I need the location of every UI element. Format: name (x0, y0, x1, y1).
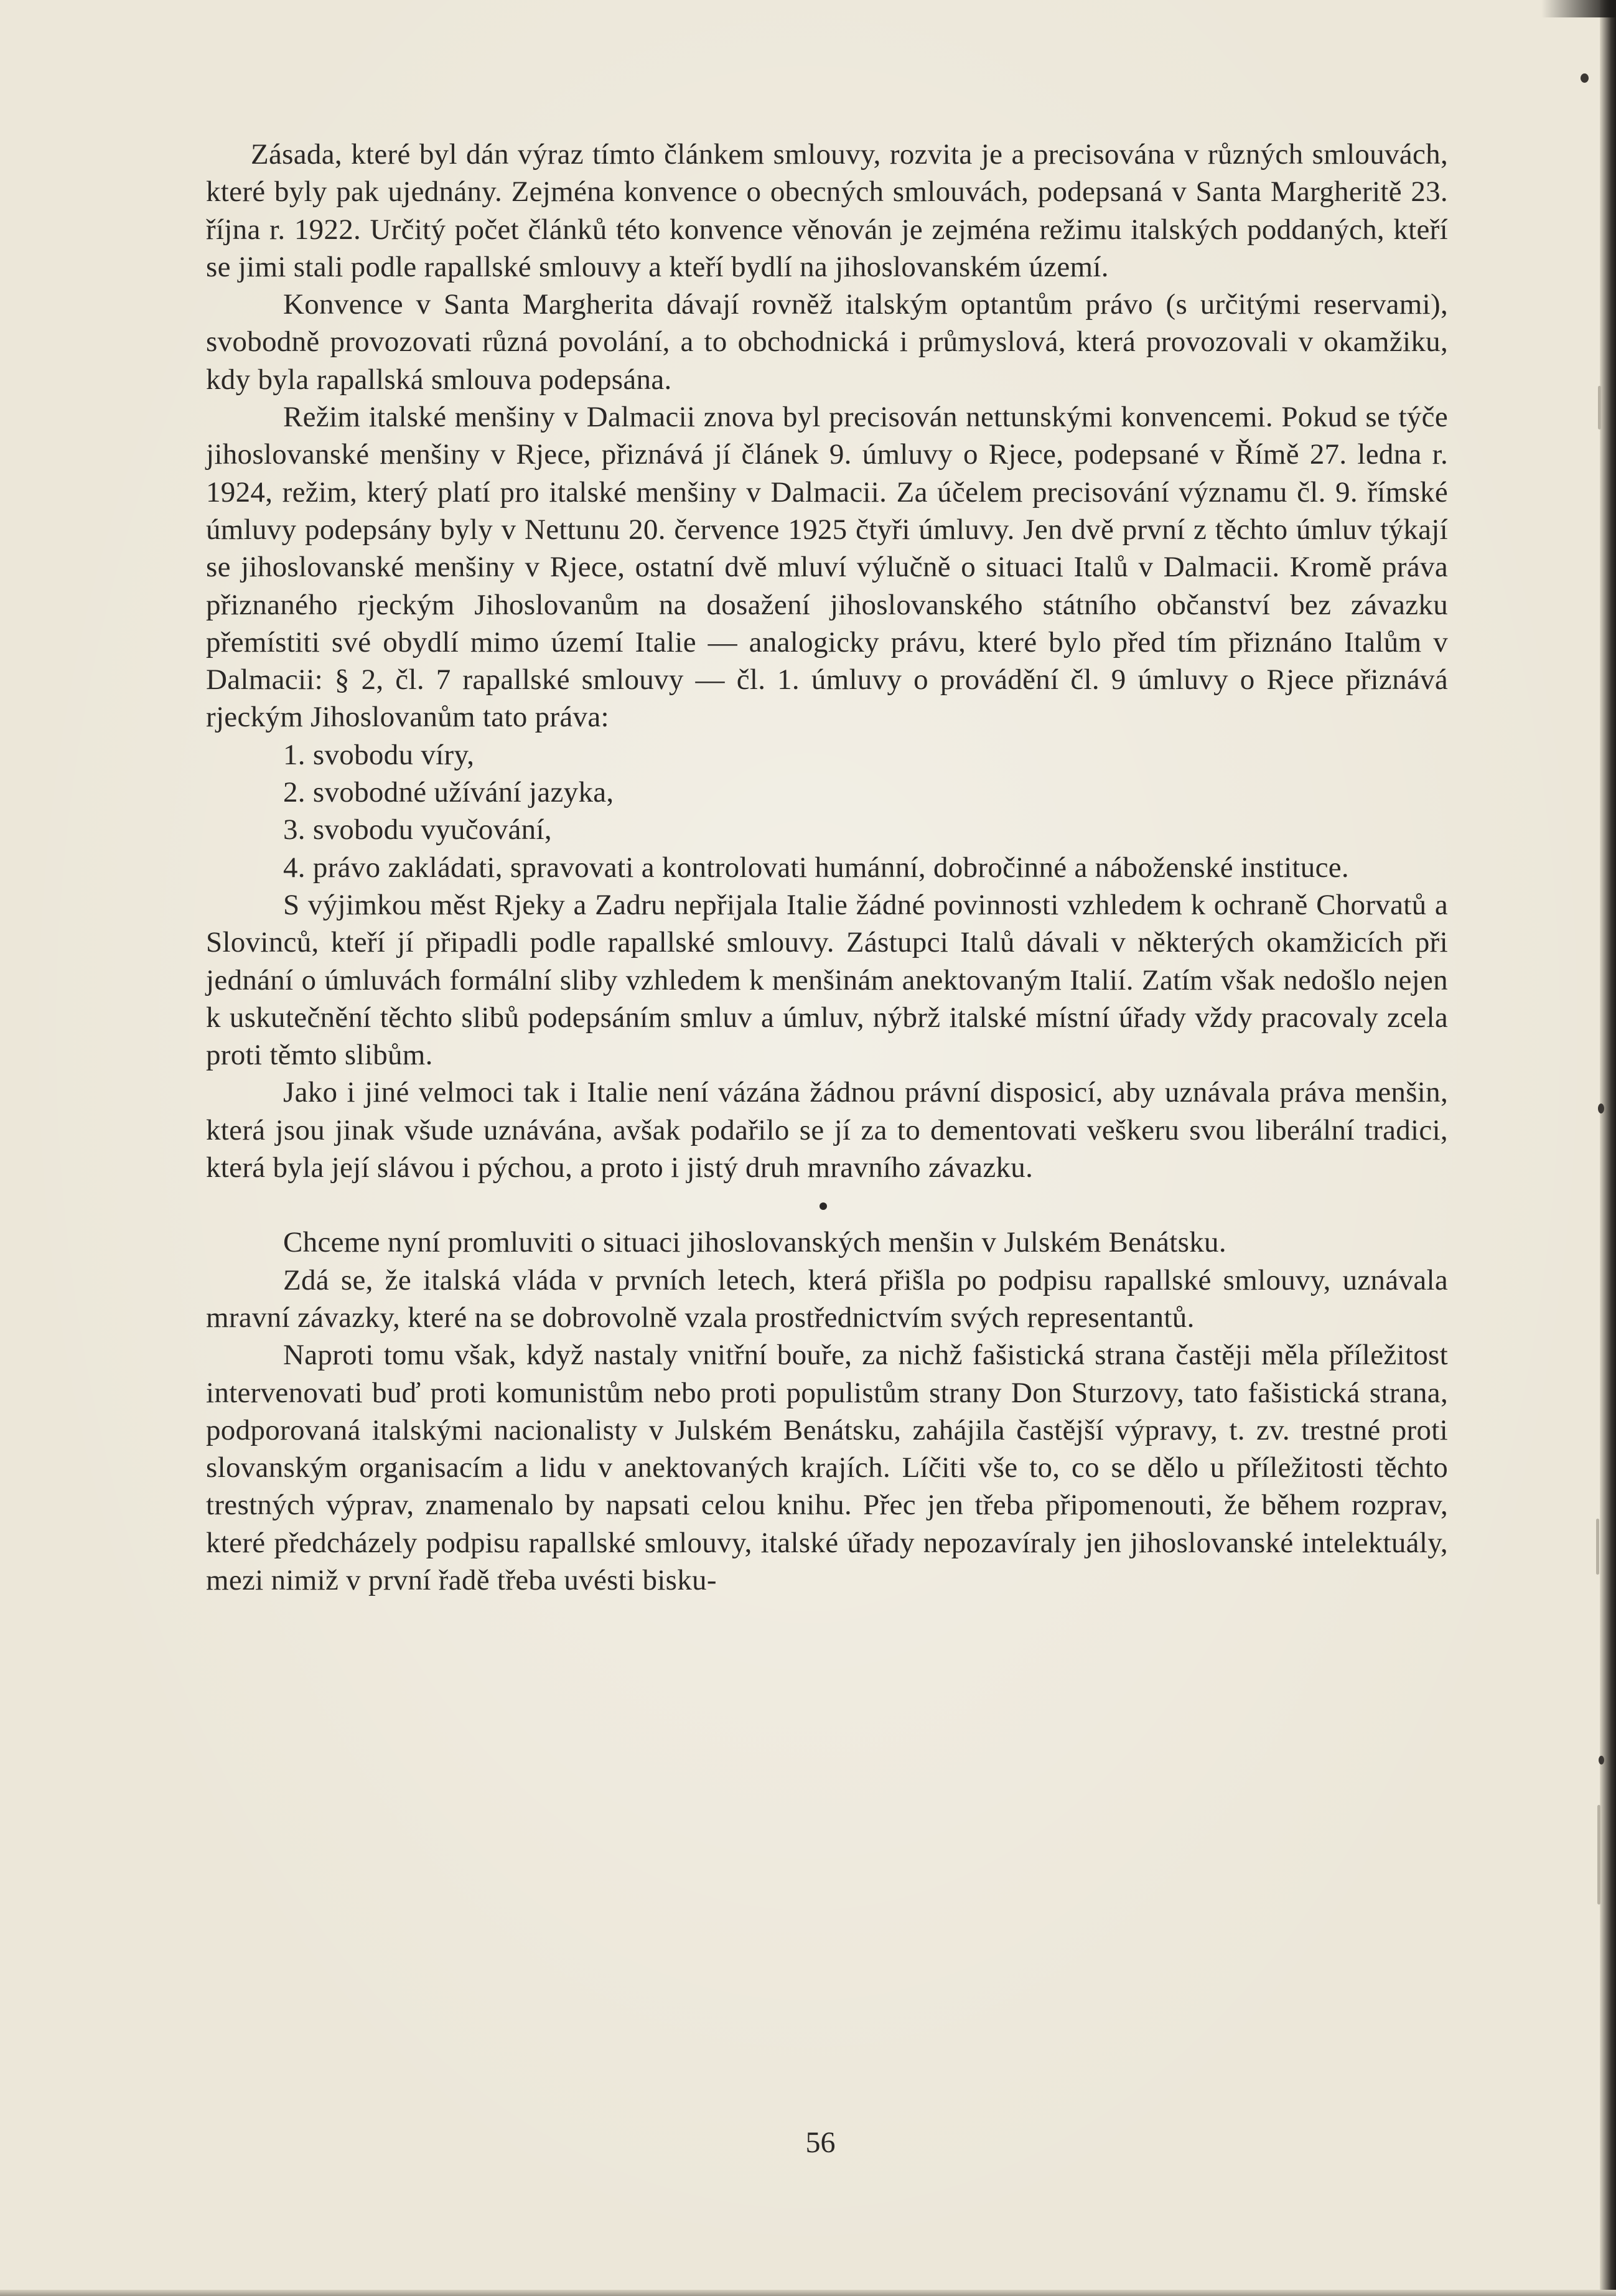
paragraph: Zdá se, že italská vláda v prvních letech, která přišla po podpisu rapallské smlouvy, uznávala mravní závazky, které na se dobrovolně vzala prostřednictvím svých representantů. (206, 1263, 1448, 1334)
body-text (206, 136, 1448, 1599)
page-bottom-edge (0, 2290, 1616, 2296)
page-number: 56 (805, 2126, 836, 2159)
section-separator (206, 1186, 1448, 1224)
paragraph: Konvence v Santa Margherita dávají rovněž italským optantům právo (s určitými reservami), svobodně provozovati různá povolání, a to obchodnická i průmyslová, která provozovali v okamžiku, kdy byla rapallská smlouva podepsána. (206, 288, 1448, 396)
list-item: 1. svobodu víry, (283, 738, 475, 771)
paragraph: S výjimkou měst Rjeky a Zadru nepřijala Italie žádné povinnosti vzhledem k ochraně Chorvatů a Slovinců, kteří jí připadli podle rapallské smlouvy. Zástupci Italů dávali v některých okamžicích při jednání o úmluvách formální sliby vzhledem k menšinám anektovaným Italií. Zatím však nedošlo nejen k uskutečnění těchto slibů podepsáním smluv a úmluv, nýbrž italské místní úřady vždy pracovaly zcela proti těmto slibům. (206, 888, 1448, 1072)
list-item: 3. svobodu vyučování, (283, 813, 552, 846)
ink-speck (1581, 73, 1589, 83)
separator-dot-icon (820, 1202, 827, 1210)
paragraph: Jako i jiné velmoci tak i Italie není vázána žádnou právní disposicí, aby uznávala práva menšin, která jsou jinak všude uznávána, avšak podařilo se jí za to dementovati veškeru svou liberální tradici, která byla její slávou i pýchou, a proto i jistý druh mravního závazku. (206, 1076, 1448, 1184)
page-corner-shadow (1541, 0, 1616, 17)
margin-mark (1597, 1805, 1600, 1905)
paragraph: Režim italské menšiny v Dalmacii znova byl precisován nettunskými konvencemi. Pokud se týče jihoslovanské menšiny v Rjece, přiznává jí článek 9. úmluvy o Rjece, podepsané v Římě 27. ledna r. 1924, režim, který platí pro italské menšiny v Dalmacii. Za účelem precisování významu čl. 9. římské úmluvy podepsány byly v Nettunu 20. července 1925 čtyři úmluvy. Jen dvě první z těchto úmluv týkají se jihoslovanské menšiny v Rjece, ostatní dvě mluví výlučně o situaci Italů v Dalmacii. Kromě práva přiznaného rjeckým Jihoslovanům na dosažení jihoslovanského státního občanství bez závazku přemístiti své obydlí mimo území Italie — analogicky právu, které bylo před tím přiznáno Italům v Dalmacii: § 2, čl. 7 rapallské smlouvy — čl. 1. úmluvy o provádění čl. 9 úmluvy o Rjece přiznává rjeckým Jihoslovanům tato práva: (206, 401, 1448, 734)
ink-speck (1598, 1103, 1604, 1113)
paragraph: Zásada, které byl dán výraz tímto článkem smlouvy, rozvita je a precisována v různých smlouvách, které byly pak ujednány. Zejména konvence o obecných smlouvách, podepsaná v Santa Margheritě 23. října r. 1922. Určitý počet článků této konvence věnován je zejména režimu italských poddaných, kteří se jimi stali podle rapallské smlouvy a kteří bydlí na jihoslovanském území. (206, 138, 1448, 283)
paragraph: Naproti tomu však, když nastaly vnitřní bouře, za nichž fašistická strana častěji měla příležitost intervenovati buď proti komunistům nebo proti populistům strany Don Sturzovy, tato fašistická strana, podporovaná italskými nacionalisty v Julském Benátsku, zahájila častější výpravy, t. zv. trestné proti slovanským organisacím a lidu v anektovaných krajích. Líčiti vše to, co se dělo u příležitosti těchto trestných výprav, znamenalo by napsati celou knihu. Přec jen třeba připomenouti, že během rozprav, které předcházely podpisu rapallské smlouvy, italské úřady nepozavíraly jen jihoslovanské intelektuály, mezi nimiž v první řadě třeba uvésti bisku- (206, 1339, 1448, 1596)
list-item: 2. svobodné užívání jazyka, (283, 776, 614, 809)
paragraph: Chceme nyní promluviti o situaci jihoslovanských menšin v Julském Benátsku. (283, 1226, 1226, 1259)
margin-mark (1596, 1519, 1599, 1575)
list-item: 4. právo zakládati, spravovati a kontrolovati humánní, dobročinné a náboženské instituce. (283, 851, 1349, 884)
page-edge-shadow (1600, 0, 1616, 2296)
margin-mark (1598, 386, 1601, 429)
ink-speck (1599, 1756, 1604, 1764)
